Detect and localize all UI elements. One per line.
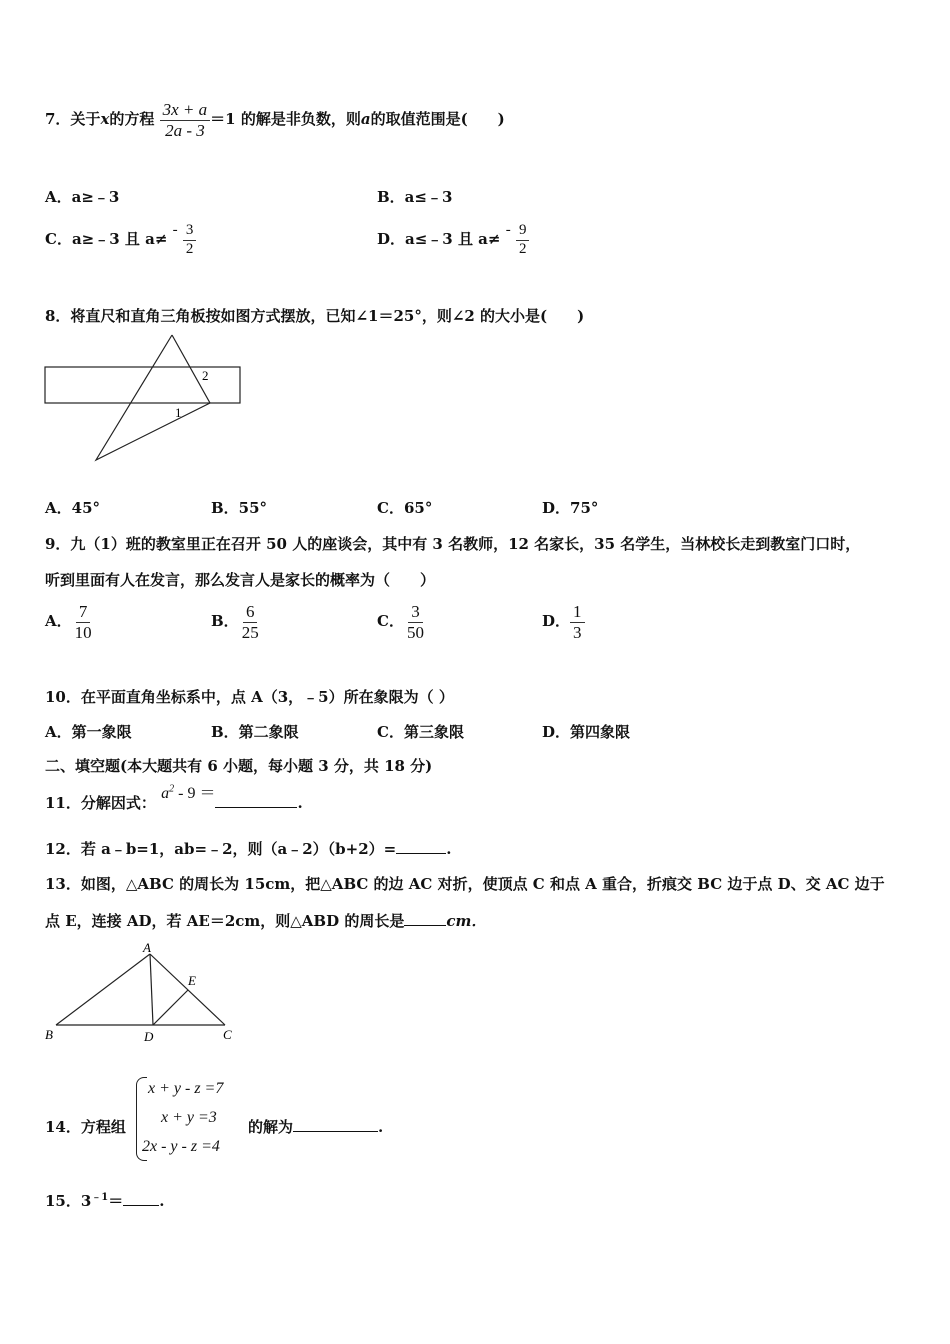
q13-triangle-figure xyxy=(40,938,245,1048)
label-b: B xyxy=(45,1027,53,1042)
q10-option-c: C．第三象限 xyxy=(377,723,464,741)
angle-1-label: 1 xyxy=(175,405,182,420)
q11-stem: 11．分解因式： $a^2 - 9$ ＝. xyxy=(45,783,303,812)
q8-option-a: A．45° xyxy=(45,499,101,517)
q14-equation-2: x + y =3 xyxy=(161,1109,217,1126)
label-a: A xyxy=(143,940,151,955)
q8-option-c: C．65° xyxy=(377,499,433,517)
q7-fraction: $\frac{3x + a}{2a - 3}$ xyxy=(160,100,211,140)
q9-option-a: A． $\frac{7}{10}$ xyxy=(45,602,92,642)
q7-option-c: C．a≥﹣3 且 a≠ - $\frac{3}{2}$ xyxy=(45,222,196,258)
q9-option-c: C． $\frac{3}{50}$ xyxy=(377,602,424,642)
q9-stem-line2: 听到里面有人在发言，那么发言人是家长的概率为（ ） xyxy=(45,571,436,589)
q13-stem-line2: 点 E，连接 AD，若 AE＝2cm，则△ABD 的周长是 cm． xyxy=(45,912,487,930)
q8-option-d: D．75° xyxy=(542,499,599,517)
q9-stem-line1: 9．九（1）班的教室里正在召开 50 人的座谈会，其中有 3 名教师，12 名家长，35 名学生，当林校长走到教室门口时， xyxy=(45,535,861,553)
q10-option-a: A．第一象限 xyxy=(45,723,132,741)
q7-stem: 7．关于x的方程 $\frac{3x + a}{2a - 3}$ ＝1 的解是非负数，则a的取值范围是( ) xyxy=(45,100,505,140)
q9-option-d: D． $\frac{1}{3}$ xyxy=(542,602,585,642)
ruler-shape xyxy=(45,367,240,403)
angle-2-label: 2 xyxy=(202,368,209,383)
label-e: E xyxy=(188,973,196,988)
q14-equation-3: 2x - y - z =4 xyxy=(142,1138,220,1155)
label-d: D xyxy=(144,1029,154,1044)
q8-stem: 8．将直尺和直角三角板按如图方式摆放，已知∠1＝25°，则∠2 的大小是( ) xyxy=(45,307,585,325)
segment-de xyxy=(153,990,188,1025)
side-ac xyxy=(150,954,225,1025)
q15-stem: 15．$3^{﹣1}=$ . xyxy=(45,1192,165,1210)
segment-ad xyxy=(150,954,153,1025)
q14-equation-1: x + y - z =7 xyxy=(148,1080,224,1097)
q14-label: 14．方程组 xyxy=(45,1118,126,1136)
q10-option-d: D．第四象限 xyxy=(542,723,631,741)
q10-stem: 10．在平面直角坐标系中，点 A（3，﹣5）所在象限为（ ） xyxy=(45,688,454,706)
q12-stem: 12．若 a﹣b=1，ab=﹣2，则（a﹣2）（b+2）= . xyxy=(45,840,452,858)
q8-option-b: B．55° xyxy=(211,499,268,517)
section-2-heading: 二、填空题(本大题共有 6 小题，每小题 3 分，共 18 分) xyxy=(45,757,433,775)
q7-option-b: B．a≤﹣3 xyxy=(377,188,453,206)
q14-answer-prompt: 的解为 . xyxy=(248,1118,384,1136)
q8-ruler-triangle-figure xyxy=(40,330,250,465)
side-ab xyxy=(56,954,150,1025)
q10-option-b: B．第二象限 xyxy=(211,723,299,741)
q7-option-d: D．a≤﹣3 且 a≠ - $\frac{9}{2}$ xyxy=(377,222,529,258)
q9-option-b: B． $\frac{6}{25}$ xyxy=(211,602,259,642)
q13-stem-line1: 13．如图，△ABC 的周长为 15cm，把△ABC 的边 AC 对折，使顶点 C 和点 A 重合，折痕交 BC 边于点 D、交 AC 边于 xyxy=(45,875,885,893)
triangle-shape xyxy=(96,335,210,460)
q7-option-a: A．a≥﹣3 xyxy=(45,188,120,206)
label-c: C xyxy=(223,1027,232,1042)
